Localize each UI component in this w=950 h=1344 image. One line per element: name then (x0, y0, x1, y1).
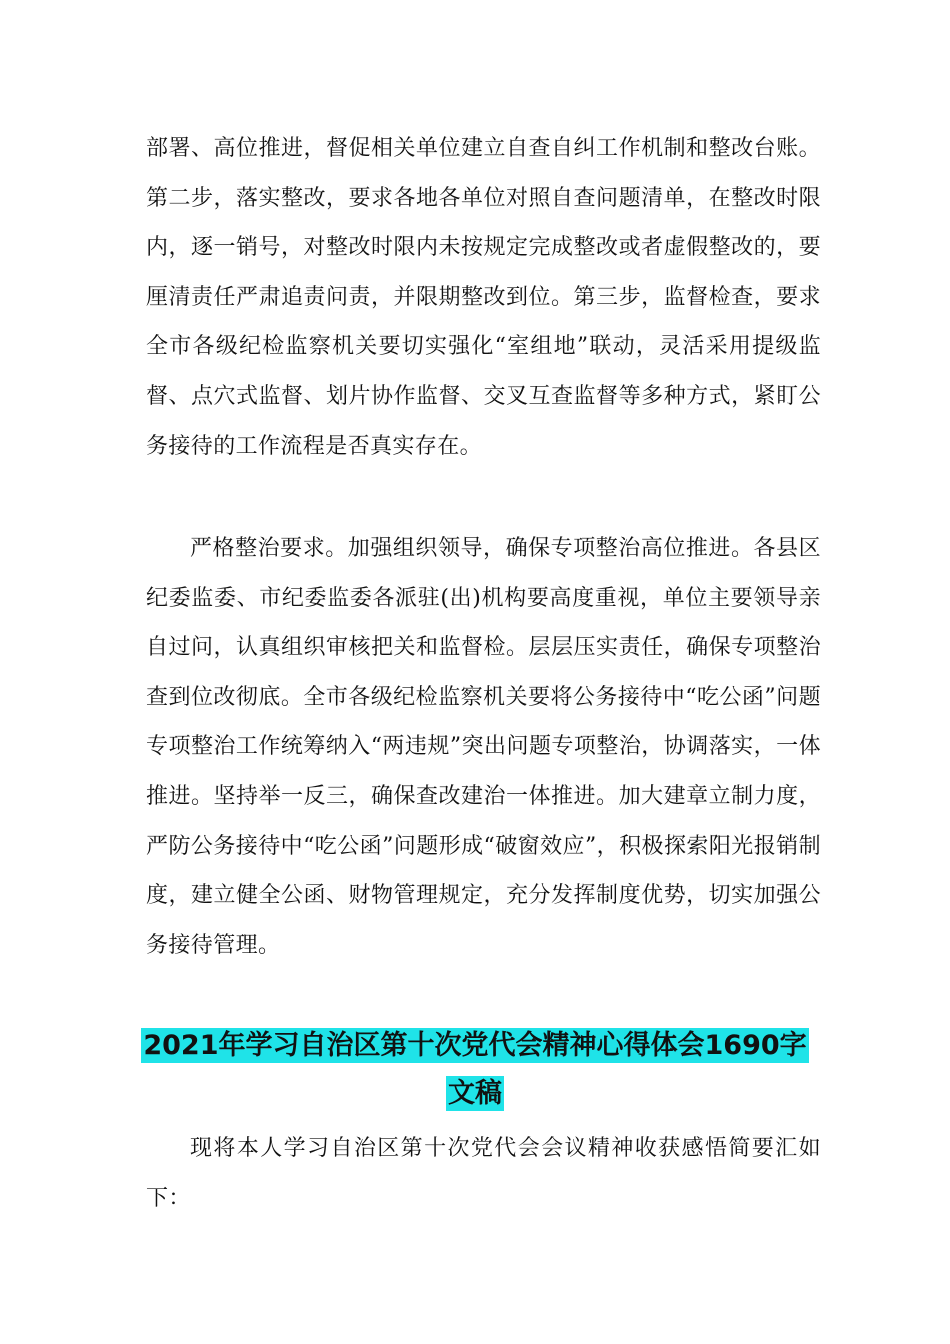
body-paragraph-1: 部署、高位推进，督促相关单位建立自查自纠工作机制和整改台账。第二步，落实整改，要求各地各单位对照自查问题清单，在整改时限内，逐一销号，对整改时限内未按规定完成整改或者虚假整改的，要厘清责任严肃追责问责，并限期整改到位。第三步，监督检查，要求全市各级纪检监察机关要切实强化“室组地”联动，灵活采用提级监督、点穴式监督、划片协作监督、交叉互查监督等多种方式，紧盯公务接待的工作流程是否真实存在。 (146, 136, 821, 459)
body-paragraph-3: 现将本人学习自治区第十次党代会会议精神收获感悟简要汇如下： (146, 1136, 821, 1211)
section-heading (140, 1022, 810, 1118)
body-paragraph-2: 严格整治要求。加强组织领导，确保专项整治高位推进。各县区纪委监委、市纪委监委各派驻(出)机构要高度重视，单位主要领导亲自过问，认真组织审核把关和监督检。层层压实责任，确保专项整治查到位改彻底。全市各级纪检监察机关要将公务接待中“吃公函”问题专项整治工作统筹纳入“两违规”突出问题专项整治，协调落实，一体推进。坚持举一反三，确保查改建治一体推进。加大建章立制力度，严防公务接待中“吃公函”问题形成“破窗效应”，积极探索阳光报销制度，建立健全公函、财物管理规定，充分发挥制度优势，切实加强公务接待管理。 (146, 536, 821, 958)
highlighted-heading-text: 2021年学习自治区第十次党代会精神心得体会1690字文稿 (143, 1030, 807, 1109)
